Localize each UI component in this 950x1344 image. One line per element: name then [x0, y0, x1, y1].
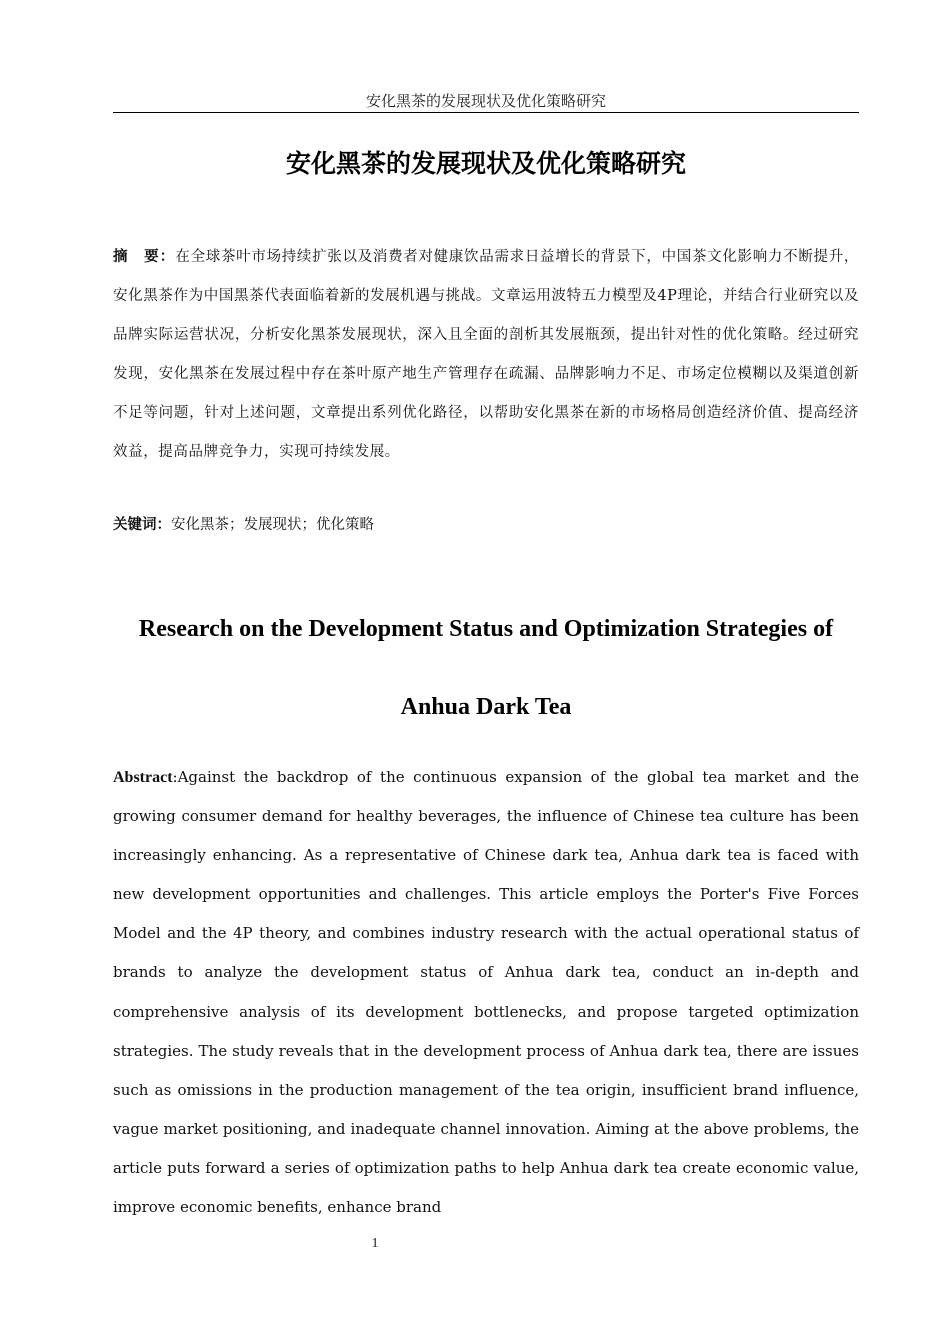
english-title-line-2: Anhua Dark Tea [400, 694, 572, 720]
english-title-line-1: Research on the Development Status and Optimization Strategies of [138, 616, 834, 642]
running-header: 安化黑茶的发展现状及优化策略研究 [365, 92, 606, 110]
english-abstract [113, 758, 859, 1217]
page-number: 1 [371, 1236, 379, 1251]
chinese-abstract-text: 在全球茶叶市场持续扩张以及消费者对健康饮品需求日益增长的背景下，中国茶文化影响力不断提升，安化黑茶作为中国黑茶代表面临着新的发展机遇与挑战。文章运用波特五力模型及4P理论，并结合行业研究以及品牌实际运营状况，分析安化黑茶发展现状，深入且全面的剖析其发展瓶颈，提出针对性的优化策略。经过研究发现，安化黑茶在发展过程中存在茶叶原产地生产管理存在疏漏、品牌影响力不足、市场定位模糊以及渠道创新不足等问题，针对上述问题，文章提出系列优化路径，以帮助安化黑茶在新的市场格局创造经济价值、提高经济效益，提高品牌竞争力，实现可持续发展。 [113, 249, 859, 460]
english-abstract-text: :Against the backdrop of the continuous expansion of the global tea market and the growing consumer demand for healthy beverages, the influence of Chinese tea culture has been increasingly enhancing. As a representative of Chinese dark tea, Anhua dark tea is faced with new development opportunities and challenges. This article employs the Porter's Five Forces Model and the 4P theory, and combines industry research with the actual operational status of brands to analyze the development status of Anhua dark tea, conduct an in-depth and comprehensive analysis of its development bottlenecks, and propose targeted optimization strategies. The study reveals that in the development process of Anhua dark tea, there are issues such as omissions in the production management of the tea origin, insufficient brand influence, vague market positioning, and inadequate channel innovation. Aiming at the above problems, the article puts forward a series of optimization paths to help Anhua dark tea create economic value, improve economic benefits, enhance brand [113, 768, 859, 1217]
chinese-abstract [113, 237, 859, 472]
english-title [113, 590, 859, 746]
chinese-title: 安化黑茶的发展现状及优化策略研究 [285, 149, 686, 178]
header-rule [113, 112, 859, 113]
chinese-keywords-text: 安化黑茶；发展现状；优化策略 [171, 517, 374, 533]
chinese-abstract-label: 摘 要： [113, 248, 176, 265]
chinese-keywords [113, 510, 859, 540]
english-abstract-label: Abstract [113, 769, 173, 786]
chinese-keywords-label: 关键词： [113, 516, 171, 533]
